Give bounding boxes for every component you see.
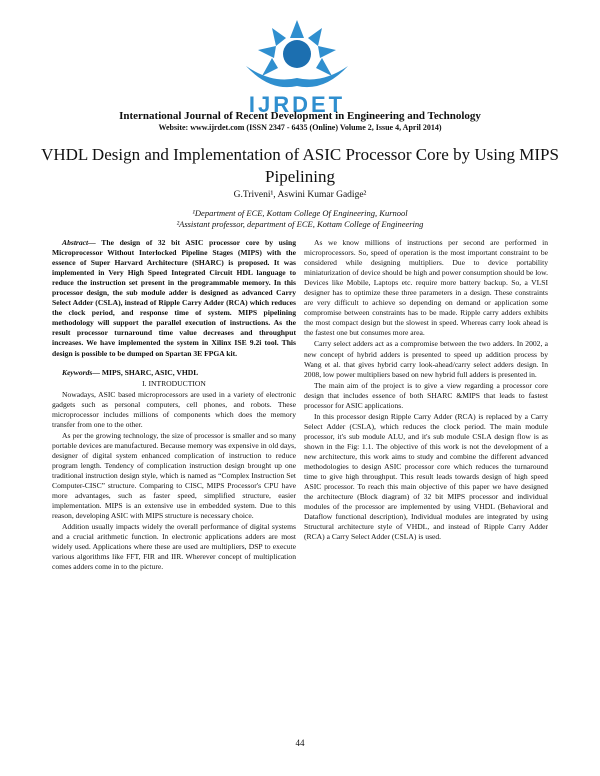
page-number: 44 (295, 738, 305, 748)
keywords-text: MIPS, SHARC, ASIC, VHDL (99, 367, 199, 377)
logo-emblem-icon (246, 20, 348, 87)
journal-logo (232, 14, 362, 120)
paragraph: Nowadays, ASIC based microprocessors are used in a variety of electronic gadgets such as personal computers, cell phones, and robots. These microprocessor includes millions of components which does the memory transfer from one to the other. (52, 389, 296, 429)
paragraph: As per the growing technology, the size of processor is smaller and so many portable devices are manufactured. Because memory was expensive in old days, designer of digital system enhanced complication of instruction to reduce program length. Tendency of complication instruction design brought up one traditional instruction design style, which is named as “Complex Instruction Set Computer-CISC” structure. Comparing to CISC, MIPS Processor's CPU have more advantages, such as faster speed, simplified structure, easier implementation. MIPS is an extensive use in embedded system. Due to this reason, developing ASIC with MIPS structure is necessary choice. (52, 430, 296, 521)
keywords (52, 368, 296, 378)
paragraph: The main aim of the project is to give a view regarding a processor core design that includes essence of both SHARC &MIPS that leads to fastest processor for ASIC applications. (304, 380, 548, 410)
abstract-label: Abstract— (62, 238, 96, 247)
affiliation-2: ²Assistant professor, department of ECE, Kottam College of Engineering (176, 219, 424, 229)
paragraph: In this processor design Ripple Carry Adder (RCA) is replaced by a Carry Select Adder (CSLA), which reduces the clock period. The main module processor, it's sub module ALU, and it's sub module CSLA design flow is as shown in the Fig: 1.1. The objective of this work is not the development of a new architecture, this work aims to study and combine the different advanced methodologies to design ASIC processor core which reduces the turnaround time to give high throughput. This result leads towards design of high speed ASIC processor. To reach this main objective of this paper we have designed the architecture (Block diagram) of 32 bit MIPS processor and individual modules of the processor are implemented by using VHDL (Behavioral and Dataflow functional description), Individual modules are integrated by using Structural architecture style of VHDL, and instead of Ripple Carry Adder (RCA) a Carry Select Adder (CSLA) is used. (304, 411, 548, 542)
section-heading-introduction: I. INTRODUCTION (142, 378, 206, 388)
right-column (304, 238, 548, 543)
paragraph: Carry select adders act as a compromise between the two adders. In 2002, a new concept of hybrid adders is presented to speed up addition process by Wang et al. that gives hybrid carry look-ahead/carry select adders design. In 2008, low power multipliers based on new hybrid full adders is presented in. (304, 339, 548, 379)
keywords-label: Keywords— (62, 367, 100, 377)
paper-title: VHDL Design and Implementation of ASIC Processor Core by Using MIPS Pipelining (41, 145, 559, 186)
journal-meta: Website: www.ijrdet.com (ISSN 2347 - 6435 (Online) Volume 2, Issue 4, April 2014) (158, 123, 442, 132)
logo-text: IJRDET (248, 92, 346, 117)
abstract (52, 238, 296, 359)
affiliation-1: ¹Department of ECE, Kottam College Of Engineering, Kurnool (192, 208, 408, 218)
paragraph: Addition usually impacts widely the overall performance of digital systems and a crucial arithmetic function. In electronic applications adders are most widely used. Applications where these are used are multipliers, DSP to execute various algorithms like FFT, FIR and IIR. Wherever concept of multiplication comes adders come in to the picture. (52, 522, 296, 572)
paper-authors: G.Triveni¹, Aswini Kumar Gadige² (233, 190, 367, 200)
journal-name: International Journal of Recent Development in Engineering and Technology (119, 110, 481, 122)
left-column (52, 238, 296, 574)
abstract-text: The design of 32 bit ASIC processor core by using Microprocessor Without Interlocked Pipeline Stages (MIPS) with the essence of Super Harvard Architecture (SHARC) is proposed. It was implemented in Very High Speed Integrated Circuit HDL language to reduce the instruction set present in the programmable memory. In this processor design, the sub module adder is designed as advanced Carry Select Adder (CSLA), instead of Ripple Carry Adder (RCA) which reduces the clock period, and response time of system. MIPS pipelining methodology will support the parallel execution of instructions. As the result processor turnaround time value decreases and throughput increases. We have implemented the system in Xilinx ISE 9.2i tool. This design is possible to be dumped on Spartan 3E FPGA kit. (52, 238, 296, 358)
paragraph: As we know millions of instructions per second are performed in microprocessors. So, speed of operation is the most important constraint to be considered while designing multipliers. Due to device portability miniaturization of device should be high and power consumption should be low. Devices like Mobile, Laptops etc. require more battery backup. So, a VLSI designer has to optimize these three parameters in a design. These constraints are very difficult to achieve so depending on demand or application some compromise between constraints has to be made. Ripple carry adders exhibits the most compact design but the slowest in speed. Whereas carry look ahead is the fastest one but consumes more area. (304, 238, 548, 338)
